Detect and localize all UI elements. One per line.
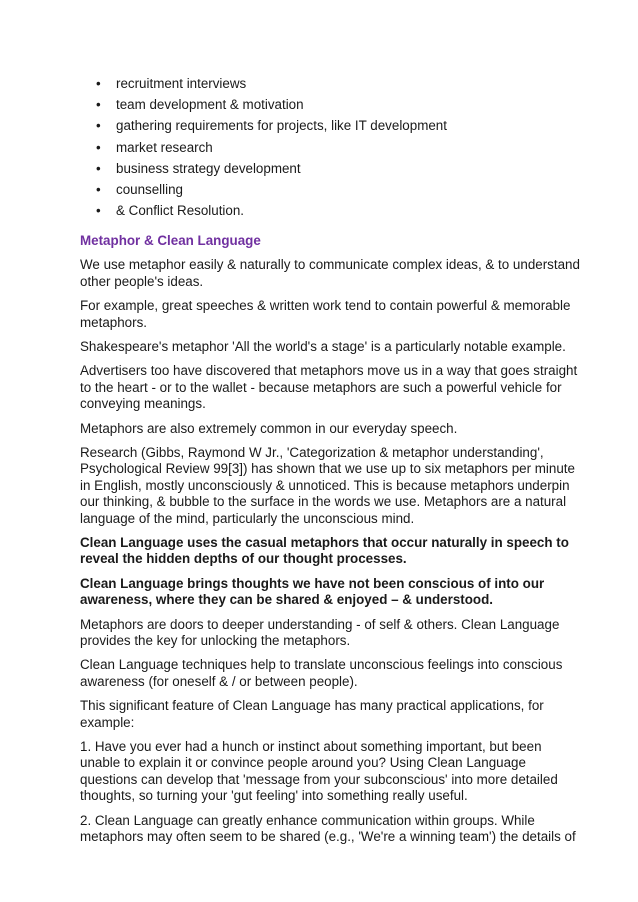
applications-list (80, 76, 580, 224)
paragraph: Clean Language techniques help to translate unconscious feelings into conscious awareness (for oneself & / or between people). (80, 657, 563, 689)
section-heading: Metaphor & Clean Language (80, 233, 261, 249)
paragraph: Advertisers too have discovered that metaphors move us in a way that goes straight to the heart - or to the wallet - because metaphors are such a powerful vehicle for conveying meanings. (80, 363, 578, 412)
list-item: • business strategy development (96, 160, 301, 176)
list-item: • market research (96, 139, 213, 155)
paragraph: We use metaphor easily & naturally to communicate complex ideas, & to understand other people's ideas. (80, 257, 580, 289)
paragraph: Research (Gibbs, Raymond W Jr., 'Categorization & metaphor understanding', Psychological Review 99[3]) has shown that we use up to six metaphors per minute in English, mostly unconsciously & unnoticed. This is because metaphors underpin our thinking, & bubble to the surface in the words we use. Metaphors are a natural language of the mind, particularly the unconscious mind. (80, 444, 575, 526)
paragraph: Metaphors are also extremely common in our everyday speech. (80, 420, 458, 436)
bullet-icon: • (96, 118, 101, 134)
paragraph: For example, great speeches & written work tend to contain powerful & memorable metaphors. (80, 298, 571, 330)
bold-paragraph: Clean Language brings thoughts we have not been conscious of into our awareness, where they can be shared & enjoyed – & understood. (80, 575, 545, 608)
paragraph: 2. Clean Language can greatly enhance communication within groups. While metaphors may often seem to be shared (e.g., 'We're a winning team') the details of (80, 812, 576, 845)
list-item: • team development & motivation (96, 97, 304, 113)
paragraph: Metaphors are doors to deeper understanding - of self & others. Clean Language provides the key for unlocking the metaphors. (80, 616, 560, 649)
bullet-icon: • (96, 181, 101, 197)
list-item: • gathering requirements for projects, like IT development (96, 118, 447, 134)
bold-paragraph: Clean Language uses the casual metaphors that occur naturally in speech to reveal the hidden depths of our thought processes. (80, 535, 569, 567)
list-item: • recruitment interviews (96, 76, 247, 91)
bullet-icon: • (96, 203, 101, 219)
bullet-icon: • (96, 139, 101, 155)
list-item: • & Conflict Resolution. (96, 203, 245, 219)
paragraph: This significant feature of Clean Language has many practical applications, for example: (80, 698, 544, 730)
bullet-icon: • (96, 76, 101, 91)
paragraph: 1. Have you ever had a hunch or instinct about something important, but been unable to explain it or convince people around you? Using Clean Language questions can develop that 'message from your subconscious' into more detailed thoughts, so turning your 'gut feeling' into something really useful. (80, 739, 558, 804)
list-item: • counselling (96, 181, 183, 197)
bullet-icon: • (96, 97, 101, 113)
bullet-icon: • (96, 160, 101, 176)
paragraph: Shakespeare's metaphor 'All the world's a stage' is a particularly notable example. (80, 338, 566, 354)
